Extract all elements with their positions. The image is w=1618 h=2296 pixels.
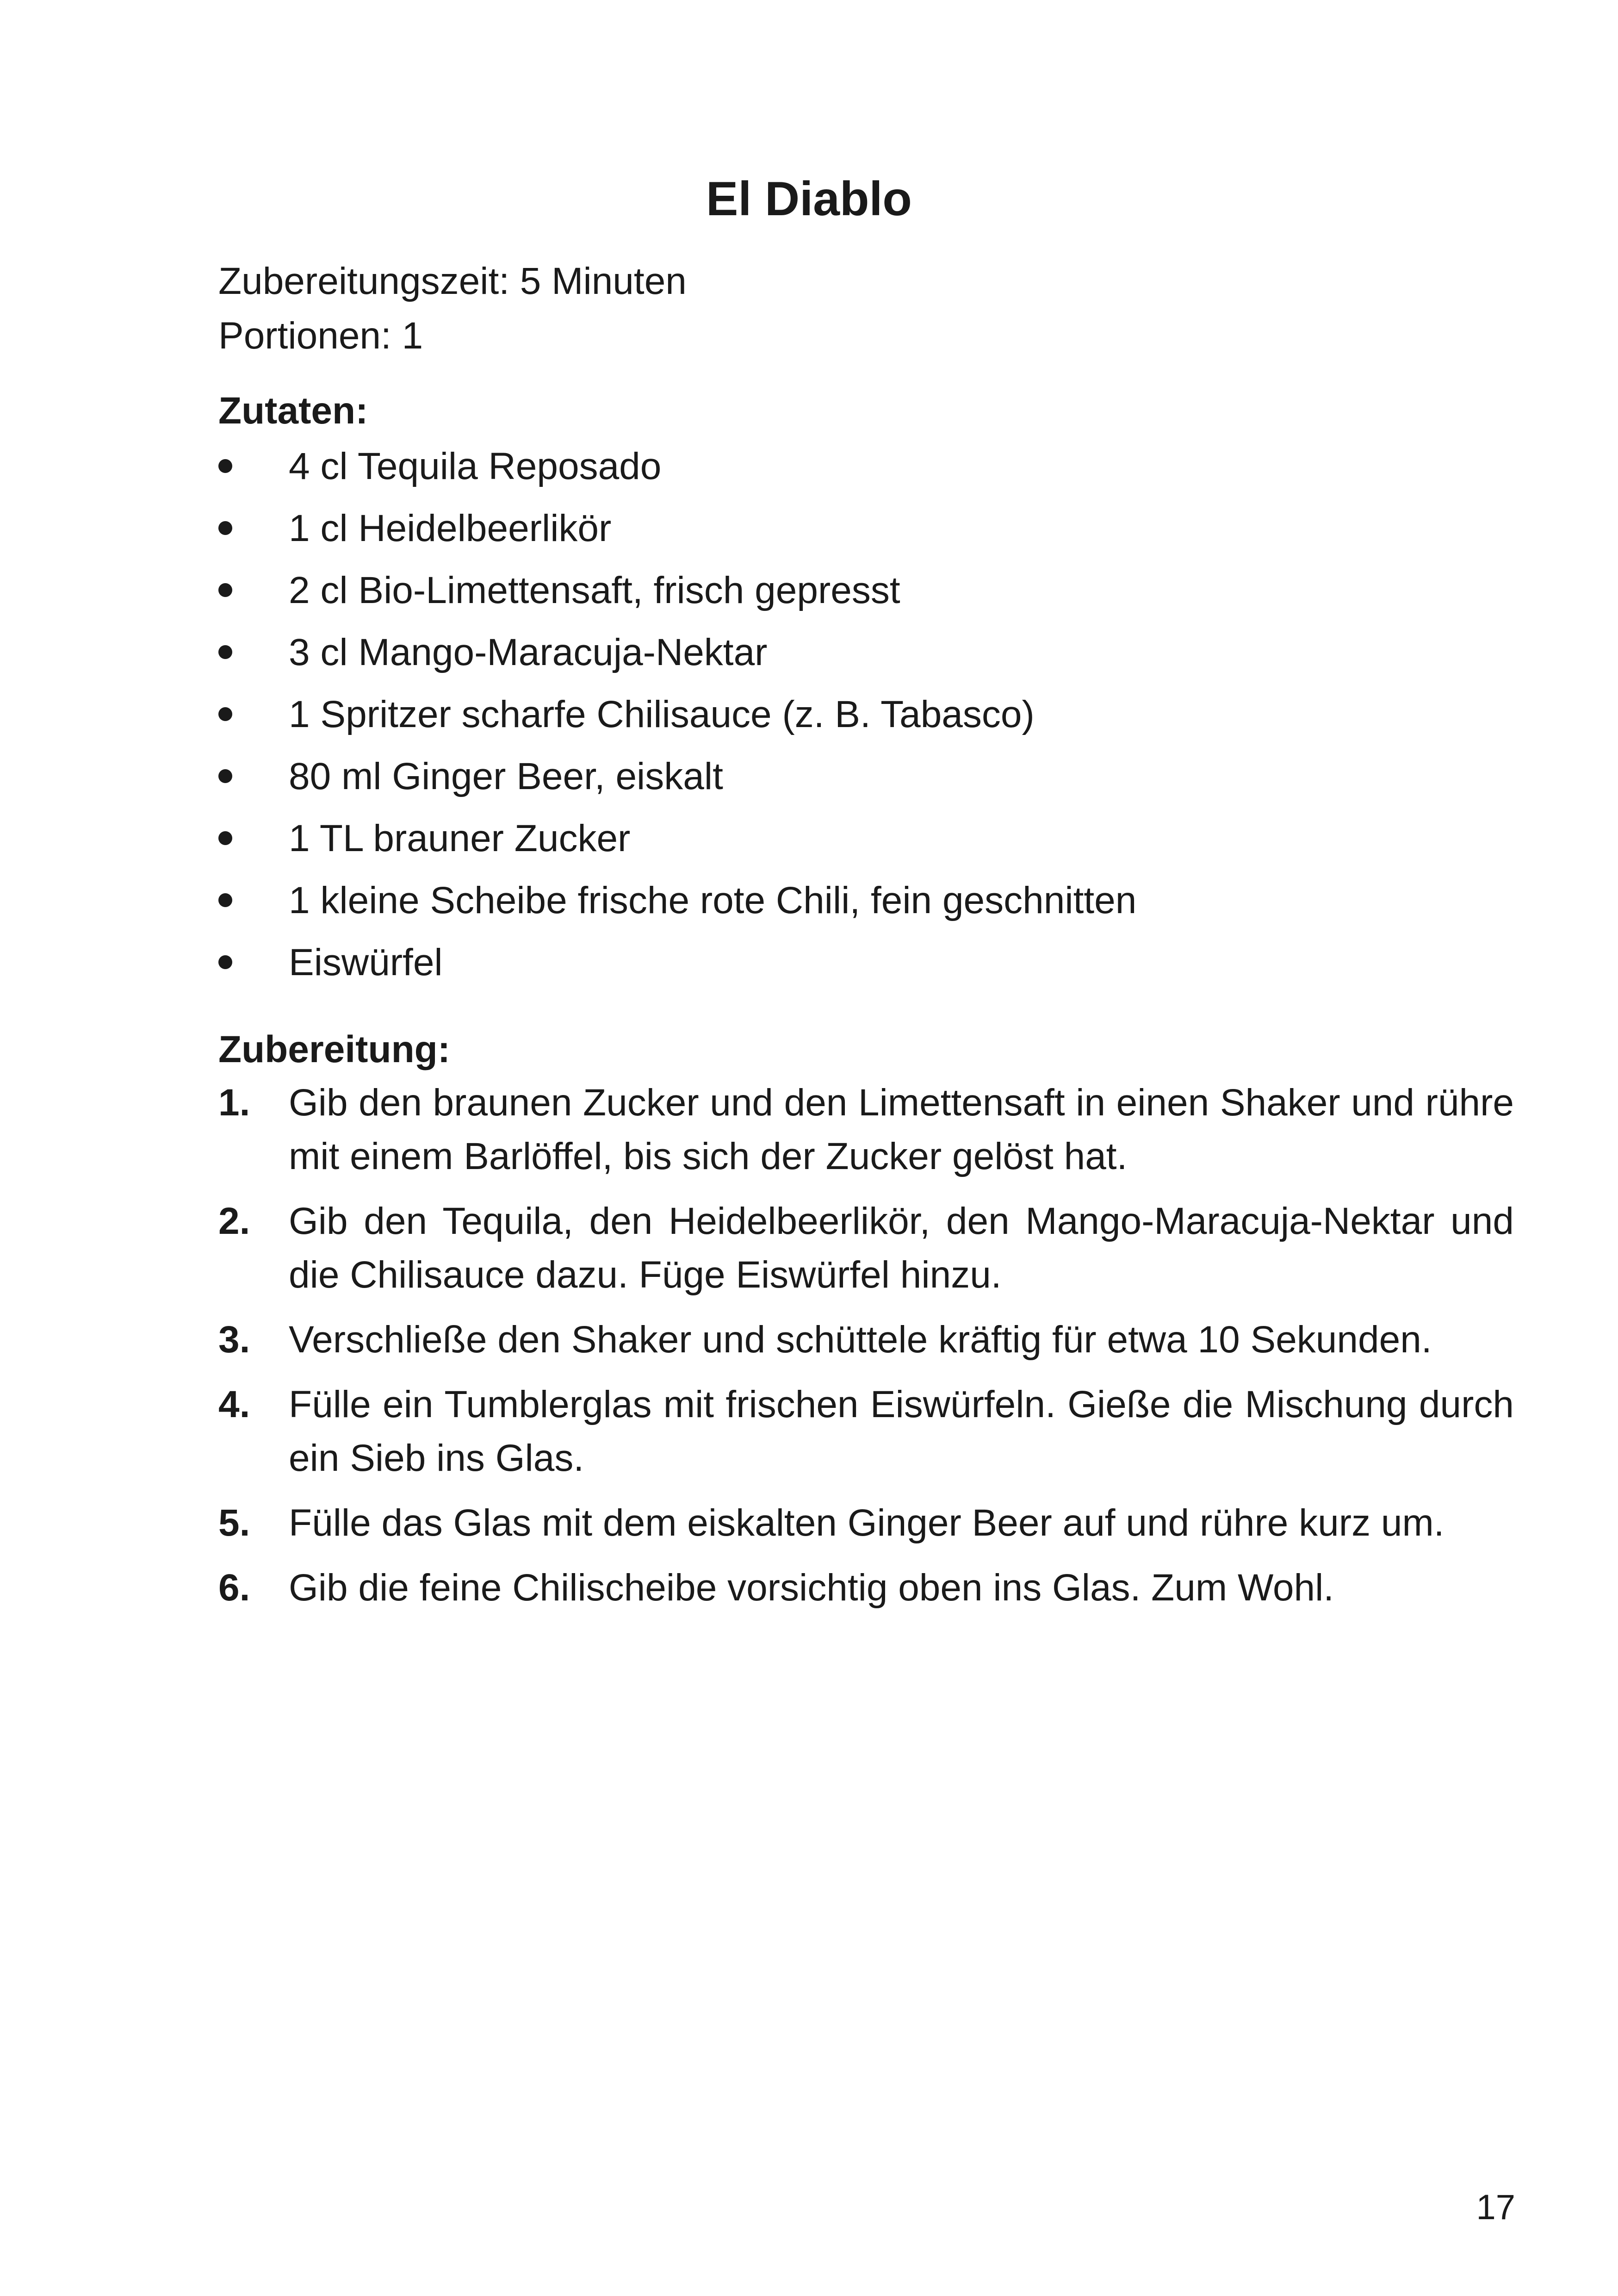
- step-item: [218, 1561, 1514, 1615]
- ingredient-text: 1 cl Heidelbeerlikör: [289, 507, 612, 549]
- bullet-icon: [218, 521, 232, 535]
- prep-time: Zubereitungszeit: 5 Minuten: [218, 260, 687, 302]
- bullet-icon: [218, 831, 232, 845]
- step-text: Gib den Tequila, den Heidelbeerlikör, den Mango-Maracuja-Nektar und die Chilisauce dazu. Füge Eiswürfel hinzu.: [289, 1200, 1514, 1296]
- ingredient-text: 1 Spritzer scharfe Chilisauce (z. B. Tabasco): [289, 693, 1035, 735]
- ingredient-text: 1 kleine Scheibe frische rote Chili, fein geschnitten: [289, 879, 1137, 921]
- step-item: [218, 1496, 1514, 1550]
- recipe-title: El Diablo: [706, 172, 912, 226]
- step-number: 5.: [218, 1502, 250, 1544]
- step-number: 6.: [218, 1567, 250, 1609]
- step-item: [218, 1076, 1514, 1183]
- ingredient-text: 4 cl Tequila Reposado: [289, 445, 662, 487]
- step-number: 3.: [218, 1319, 250, 1361]
- bullet-icon: [218, 955, 232, 969]
- bullet-icon: [218, 893, 232, 907]
- ingredients-heading: Zutaten:: [218, 390, 368, 432]
- step-number: 1.: [218, 1082, 250, 1124]
- step-item: [218, 1313, 1514, 1367]
- step-item: [218, 1195, 1514, 1302]
- step-item: [218, 1378, 1514, 1485]
- bullet-icon: [218, 645, 232, 659]
- step-text: Fülle das Glas mit dem eiskalten Ginger Beer auf und rühre kurz um.: [289, 1502, 1444, 1544]
- step-text: Fülle ein Tumblerglas mit frischen Eiswürfeln. Gieße die Mischung durch ein Sieb ins Glas.: [289, 1383, 1514, 1479]
- step-text: Gib die feine Chilischeibe vorsichtig oben ins Glas. Zum Wohl.: [289, 1567, 1334, 1609]
- step-number: 4.: [218, 1383, 250, 1425]
- ingredient-text: 3 cl Mango-Maracuja-Nektar: [289, 631, 768, 673]
- bullet-icon: [218, 459, 232, 473]
- step-number: 2.: [218, 1200, 250, 1242]
- ingredient-text: Eiswürfel: [289, 941, 443, 983]
- preparation-heading: Zubereitung:: [218, 1028, 451, 1070]
- preparation-steps: [218, 1076, 1514, 1626]
- bullet-icon: [218, 707, 232, 721]
- servings: Portionen: 1: [218, 315, 423, 357]
- ingredient-text: 2 cl Bio-Limettensaft, frisch gepresst: [289, 569, 900, 611]
- step-text: Verschließe den Shaker und schüttele kräftig für etwa 10 Sekunden.: [289, 1319, 1432, 1361]
- bullet-icon: [218, 769, 232, 783]
- ingredient-text: 80 ml Ginger Beer, eiskalt: [289, 755, 723, 797]
- bullet-icon: [218, 583, 232, 597]
- page-number: 17: [1476, 2188, 1515, 2227]
- ingredient-text: 1 TL brauner Zucker: [289, 817, 631, 859]
- step-text: Gib den braunen Zucker und den Limettensaft in einen Shaker und rühre mit einem Barlöffel, bis sich der Zucker gelöst hat.: [289, 1082, 1514, 1177]
